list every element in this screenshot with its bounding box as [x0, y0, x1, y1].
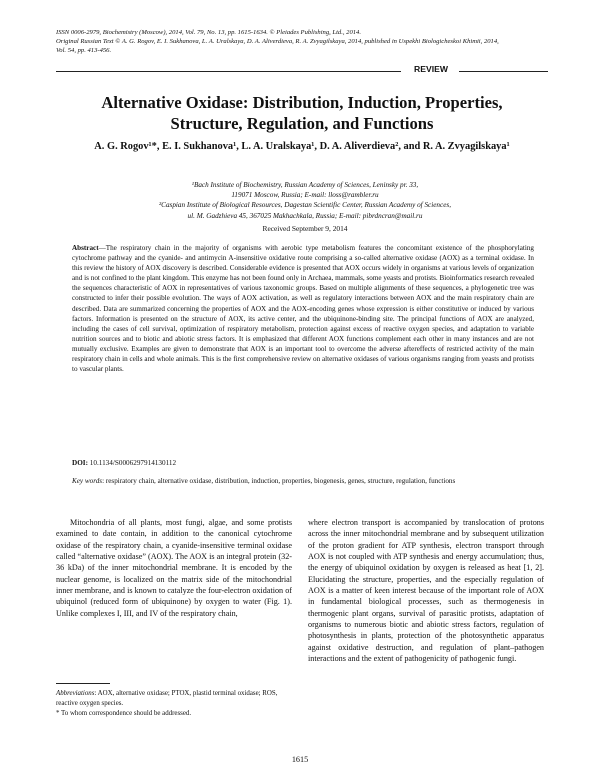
article-title — [56, 92, 548, 134]
doi-label: DOI: — [72, 459, 88, 467]
abstract-text: —The respiratory chain in the majority of organisms with aerobic type metabolism features the concomitant existence of the phosphorylating cytochrome pathway and the cyanide- and antimycin A-insensitive oxidative route comprising a so-called alternative oxidase (AOX) as a terminal oxidase. In this review the history of AOX discovery is described. Considerable evidence is presented that AOX occurs widely in organisms at various levels of organization and is not confined to the plant kingdom. This enzyme has not been found only in Archaea, mammals, some yeasts and protists. Bioinformatics research revealed the sequences characteristic of AOX in representatives of various taxonomic groups. Based on multiple alignments of these sequences, a phylogenetic tree was constructed to infer their possible evolution. The ways of AOX activation, as well as regulatory interactions between AOX and the main respiratory chain are described. Data are summarized concerning the properties of AOX and the AOX-encoding genes whose expression is either constitutive or induced by various factors. Information is presented on the structure of AOX, its active center, and the ubiquinone-binding site. The principal functions of AOX are analyzed, including the cases of cell survival, optimization of respiratory metabolism, protection against excess of reactive oxygen species, and adaptation to variable nutrition sources and to biotic and abiotic stress factors. It is emphasized that different AOX functions complement each other in many instances and are not mutually exclusive. Examples are given to demonstrate that AOX is an important tool to overcome the adverse aftereffects of restricted activity of the main respiratory chain in cells and whole animals. This is the first comprehensive review on alternative oxidases of various organisms ranging from yeasts and protists to vascular plants. — [72, 244, 534, 374]
body-column-right: where electron transport is accompanied by translocation of protons across the inner mitochondrial membrane and by subsequent utilization of the proton gradient for ATP synthesis, electron transport through AOX is not coupled with ATP synthesis and energy accumulation; thus, the energy of ubiquinol oxidation by oxygen is released as heat [1, 2]. Elucidating the structure, properties, and the especially regulation of AOX is a matter of keen interest because of the important role of AOX in fundamental biological processes, such as thermogenesis in thermogenic plant organs, survival of parasitic protists, adaptation of organisms to numerous biotic and abiotic stress factors, regulation of photosynthesis in plants, protection of the photosynthetic apparatus against oxidative destruction, and regulation of plant–pathogen interactions and the extent of pathogenicity of pathogenic fungi. — [308, 518, 544, 664]
abstract — [72, 243, 534, 374]
affiliation-line: ²Caspian Institute of Biological Resources, Dagestan Scientific Center, Russian Academy of Sciences, — [159, 201, 451, 210]
abbreviations-text: : AOX, alternative oxidase; PTOX, plastid terminal oxidase; ROS, reactive oxygen species. — [56, 690, 278, 707]
body-column-left: Mitochondria of all plants, most fungi, algae, and some protists examined to date contain, in addition to the canonical cytochrome oxidase of the respiratory chain, a cyanide-insensitive terminal oxidase called “alternative oxidase” (AOX). The AOX is an integral protein (32-36 kDa) of the inner mitochondrial membrane. It is encoded by the nuclear genome, is localized on the matrix side of the mitochondrial inner membrane, and is known to catalyze the four-electron oxidation of ubiquinol (reduced form of ubiquinone) by oxygen to water (Fig. 1). Unlike complexes I, III, and IV of the respiratory chain, — [56, 518, 292, 618]
abstract-label: Abstract — [72, 244, 99, 252]
footnote-divider — [56, 683, 110, 684]
section-rule-right — [459, 71, 548, 72]
footnote-abbreviations — [56, 689, 292, 709]
doi-link[interactable]: 10.1134/S0006297914130112 — [89, 459, 177, 467]
keywords-text: : respiratory chain, alternative oxidase, distribution, induction, properties, biogenesis, genes, structure, regulation, functions — [102, 477, 456, 485]
abbreviations-label: Abbreviations — [56, 690, 95, 697]
received-date: Received September 9, 2014 — [262, 224, 348, 233]
title-line-2: Structure, Regulation, and Functions — [170, 114, 434, 133]
affiliation-line: ¹Bach Institute of Biochemistry, Russian Academy of Sciences, Leninsky pr. 33, — [191, 181, 419, 189]
header-line-2: Original Russian Text © A. G. Rogov, E. I. Sukhanova, L. A. Uralskaya, D. A. Aliverdieva, R. A. Zvyagilskaya, 2014, published in Uspekhi Biologicheskoi Khimii, 2014, — [56, 38, 499, 45]
affiliation-line: 119071 Moscow, Russia; E-mail: lloss@rambler.ru — [231, 191, 379, 200]
keywords — [72, 476, 534, 486]
header-line-1: ISSN 0006-2979, Biochemistry (Moscow), 2014, Vol. 79, No. 13, pp. 1615-1634. © Pleiades Publishing, Ltd., 2014. — [56, 29, 362, 36]
journal-header — [56, 28, 556, 55]
title-line-1: Alternative Oxidase: Distribution, Induction, Properties, — [101, 93, 503, 112]
page-number: 1615 — [291, 755, 309, 764]
doi — [72, 459, 534, 467]
keywords-label: Key words — [72, 477, 103, 485]
footnotes — [56, 689, 292, 718]
author-list: A. G. Rogov¹*, E. I. Sukhanova¹, L. A. Uralskaya¹, D. A. Aliverdieva², and R. A. Zvyagilskaya¹ — [94, 141, 510, 152]
footnote-correspondence: * To whom correspondence should be addressed. — [56, 709, 192, 717]
affiliation-line: ul. M. Gadzhieva 45, 367025 Makhachkala, Russia; E-mail: pibrdncran@mail.ru — [187, 211, 423, 220]
section-rule-left — [56, 71, 401, 72]
section-label: REVIEW — [414, 64, 448, 74]
section-banner — [56, 64, 548, 76]
affiliations — [100, 180, 510, 221]
header-line-3: Vol. 54, pp. 413-456. — [56, 47, 112, 54]
